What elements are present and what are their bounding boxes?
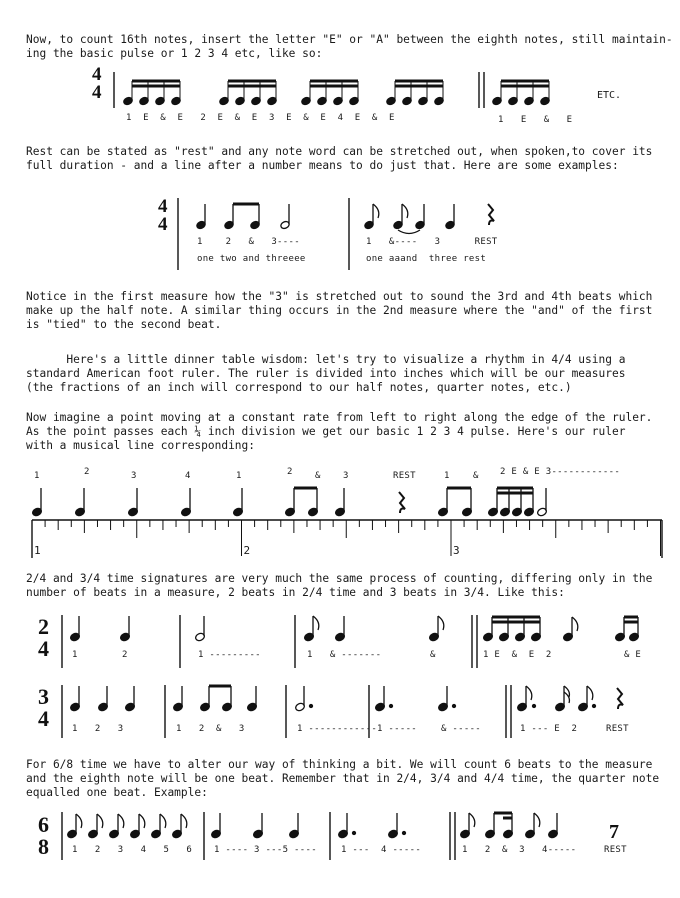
three-four-count-1: 1 2 3 xyxy=(72,724,124,734)
rest-m1-words: one two and threeee xyxy=(197,254,306,264)
ruler-count: 4 xyxy=(185,471,191,481)
six-eight-count-3: 1 --- 4 ----- xyxy=(341,845,422,855)
six-eight-text: For 6/8 time we have to alter our way of thinking a bit. We will count 6 beats to the measure and the eighth note will be one beat. Remember that in 2/4, 3/4 and 4/4 time, the quarter note equalled one beat. Example: xyxy=(26,758,660,799)
ruler-inch-number: 3 xyxy=(453,544,460,557)
rest-m2-counts: 1 &---- 3 REST xyxy=(366,237,498,247)
svg-text:4: 4 xyxy=(38,706,49,731)
ruler-inch-number: 2 xyxy=(243,544,251,557)
rest-m1-counts: 1 2 & 3---- xyxy=(197,237,300,247)
flag xyxy=(160,814,166,828)
etc-label: ETC. xyxy=(597,90,622,101)
svg-text:4: 4 xyxy=(38,636,49,661)
two-three-four-text: 2/4 and 3/4 time signatures are very much the same process of counting, differing only in the number of beats in a measure, 2 beats in 2/4 time and 3 beats in 3/4. Like this: xyxy=(26,572,653,599)
ruler-count: 1 xyxy=(444,471,450,481)
svg-text:4: 4 xyxy=(92,64,102,85)
rest-explanation-text: Rest can be stated as "rest" and any note word can be stretched out, when spoken,to cover its full duration - and a line after a number means to do just that. Here are some examples: xyxy=(26,145,653,172)
sixteenth-counts-m2: 1 E & E xyxy=(498,115,573,125)
two-four-count-7: & E xyxy=(624,650,642,660)
six-eight-count-1: 1 2 3 4 5 6 xyxy=(72,845,193,855)
svg-text:4: 4 xyxy=(158,196,168,217)
ruler-count: 2 xyxy=(84,467,90,477)
svg-text:6: 6 xyxy=(38,812,49,837)
three-four-count-6: 1 --- E 2 xyxy=(520,724,578,734)
flag xyxy=(139,814,145,828)
ruler-count: 1 xyxy=(236,471,242,481)
two-four-count-1: 1 xyxy=(72,650,78,660)
sixteenth-counts-m1: 1 E & E 2 E & E 3 E & E 4 E & E xyxy=(126,113,395,123)
three-four-count-3: 1 ------------ xyxy=(297,724,378,734)
flag xyxy=(118,814,124,828)
ruler-count: 1 xyxy=(34,471,40,481)
svg-text:4: 4 xyxy=(92,82,102,103)
intro-16th-text: Now, to count 16th notes, insert the letter "E" or "A" between the eighth notes, still maintain- ing the basic pulse or 1 2 3 4 etc, like so: xyxy=(26,33,673,60)
svg-text:2: 2 xyxy=(38,614,49,639)
three-four-count-5: & ----- xyxy=(441,724,482,734)
three-four-count-7: REST xyxy=(606,724,629,734)
ruler-wisdom-text: Here's a little dinner table wisdom: let's try to visualize a rhythm in 4/4 using a standard American foot ruler. The ruler is divided into inches which will be our measures (the fractions of an inch will correspond to our half notes, quarter notes, etc.) xyxy=(26,353,626,394)
ruler-count: 3 xyxy=(343,471,349,481)
six-eight-count-5: REST xyxy=(604,845,627,855)
svg-text:4: 4 xyxy=(158,214,168,235)
three-four-count-4: 1 ----- xyxy=(377,724,418,734)
rest-m2-words: one aaand three rest xyxy=(366,254,487,264)
svg-text:8: 8 xyxy=(38,834,49,859)
ruler-count: & xyxy=(473,471,479,481)
two-four-count-5: & xyxy=(430,650,436,660)
ruler-count: 2 xyxy=(287,467,293,477)
six-eight-count-2: 1 ---- 3 ---5 ---- xyxy=(214,845,317,855)
svg-text:3: 3 xyxy=(38,684,49,709)
ruler-count: & xyxy=(315,471,321,481)
two-four-count-6: 1 E & E 2 xyxy=(483,650,552,660)
two-four-count-3: 1 --------- xyxy=(198,650,261,660)
six-eight-count-4: 1 2 & 3 4----- xyxy=(462,845,577,855)
ruler-pulse-text: Now imagine a point moving at a constant rate from left to right along the edge of the ruler. As the point passes each ¼ inch division we get our basic 1 2 3 4 pulse. Here's our ruler with a musical line corresponding: xyxy=(26,411,653,452)
ruler-count: 2 E & E 3------------ xyxy=(500,467,621,477)
stretch-notice-text: Notice in the first measure how the "3" is stretched out to sound the 3rd and 4th beats which make up the half note. A similar thing occurs in the 2nd measure where the "and" of the first is "tied" to the second beat. xyxy=(26,290,653,331)
ruler-inch-number: 1 xyxy=(34,544,41,557)
flag xyxy=(76,814,82,828)
svg-text:7: 7 xyxy=(609,821,619,843)
two-four-count-2: 2 xyxy=(122,650,128,660)
ruler-count: 3 xyxy=(131,471,137,481)
flag xyxy=(181,814,187,828)
ruler-count: REST xyxy=(393,471,416,481)
three-four-count-2: 1 2 & 3 xyxy=(176,724,245,734)
flag xyxy=(97,814,103,828)
two-four-count-4: 1 & ------- xyxy=(307,650,382,660)
